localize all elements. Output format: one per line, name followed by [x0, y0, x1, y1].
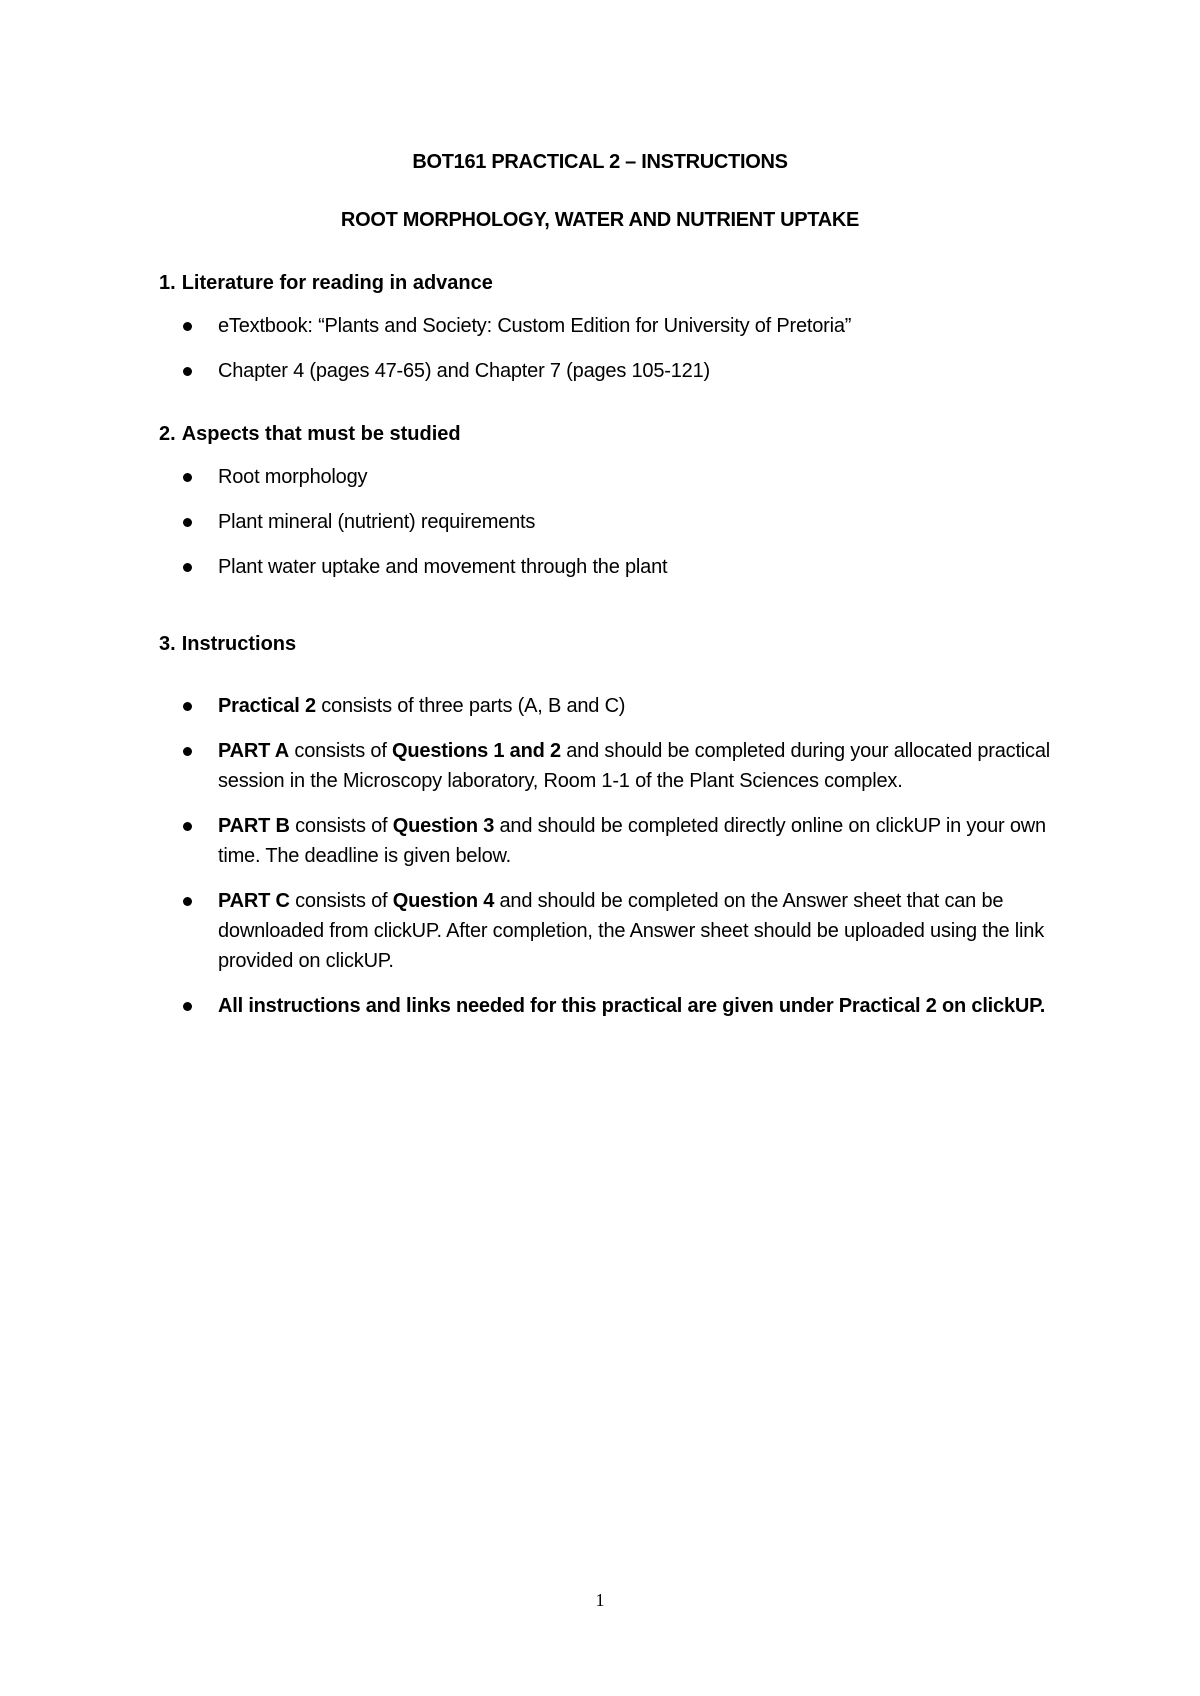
section-number: 1. [159, 272, 176, 294]
section-instructions [159, 631, 1059, 1036]
list-item-text: Root morphology [218, 466, 368, 488]
bullet-icon [183, 747, 192, 756]
list-item [159, 311, 1059, 341]
section-aspects [159, 421, 1059, 597]
bold-text: Practical 2 [218, 695, 316, 717]
bold-text: Questions 1 and 2 [392, 740, 561, 762]
bullet-list [159, 691, 1059, 1021]
list-item-text: Plant mineral (nutrient) requirements [218, 511, 536, 533]
bullet-icon [183, 897, 192, 906]
list-item-text: consists of [289, 740, 393, 762]
list-item-text: consists of [289, 815, 393, 837]
document-title: BOT161 PRACTICAL 2 – INSTRUCTIONS [412, 151, 788, 173]
list-item [159, 886, 1059, 976]
list-item [159, 462, 1059, 492]
list-item-text: and should be completed directly online on clickUP in your own time. The deadline is given below. [218, 815, 1046, 867]
list-item [159, 507, 1059, 537]
list-item-text: consists of three parts (A, B and C) [315, 695, 626, 717]
list-item-text: and should be completed on the Answer sheet that can be downloaded from clickUP. After completion, the Answer sheet should be uploaded using the link provided on clickUP. [218, 890, 1044, 972]
list-item-text: and should be completed during your allocated practical session in the Microscopy laboratory, Room 1-1 of the Plant Sciences complex. [218, 740, 1051, 792]
bold-text: All instructions and links needed for this practical are given under Practical 2 on clickUP. [218, 995, 1046, 1017]
bold-text: Question 4 [392, 890, 495, 912]
section-heading [159, 270, 1059, 296]
section-heading-text: Literature for reading in advance [181, 272, 493, 294]
bullet-icon [183, 518, 192, 527]
list-item [159, 691, 1059, 721]
list-item [159, 736, 1059, 796]
list-item [159, 811, 1059, 871]
document-subtitle: ROOT MORPHOLOGY, WATER AND NUTRIENT UPTAKE [340, 209, 860, 231]
bullet-icon [183, 702, 192, 711]
bullet-icon [183, 367, 192, 376]
bold-text: PART C [218, 890, 290, 912]
section-heading-text: Aspects that must be studied [181, 423, 461, 445]
section-heading [159, 631, 1059, 657]
section-number: 3. [159, 633, 176, 655]
section-heading-text: Instructions [181, 633, 297, 655]
list-item [159, 356, 1059, 386]
list-item-text: eTextbook: “Plants and Society: Custom Edition for University of Pretoria” [218, 315, 852, 337]
bullet-icon [183, 1002, 192, 1011]
page-number: 1 [595, 1590, 605, 1610]
list-item [159, 991, 1059, 1021]
bullet-icon [183, 822, 192, 831]
bullet-icon [183, 563, 192, 572]
bold-text: Question 3 [392, 815, 495, 837]
list-item-text: Plant water uptake and movement through the plant [218, 556, 668, 578]
bullet-icon [183, 322, 192, 331]
bold-text: PART A [218, 740, 290, 762]
bullet-icon [183, 473, 192, 482]
section-number: 2. [159, 423, 176, 445]
section-heading [159, 421, 1059, 447]
list-item-text: consists of [289, 890, 393, 912]
bold-text: PART B [218, 815, 290, 837]
section-literature [159, 270, 1059, 401]
list-item-text: Chapter 4 (pages 47-65) and Chapter 7 (pages 105-121) [218, 360, 710, 382]
bullet-list [159, 311, 1059, 386]
list-item [159, 552, 1059, 582]
bullet-list [159, 462, 1059, 582]
